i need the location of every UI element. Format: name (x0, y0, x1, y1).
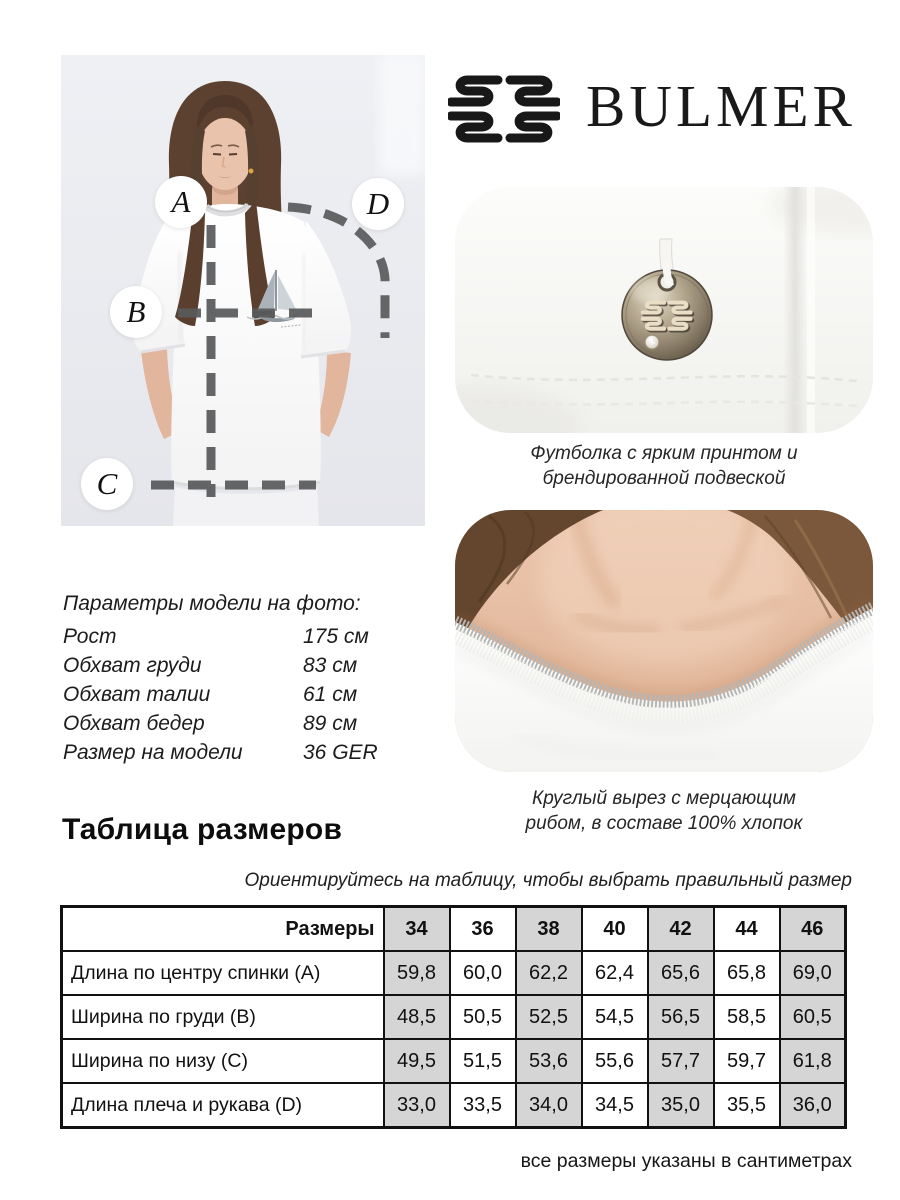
neckline-photo (455, 510, 873, 772)
row-label-cell: Ширина по низу (C) (62, 1039, 384, 1083)
size-value-cell: 36,0 (780, 1083, 846, 1128)
size-value-cell: 59,7 (714, 1039, 780, 1083)
size-value-cell: 34,0 (516, 1083, 582, 1128)
row-label-cell: Длина по центру спинки (A) (62, 951, 384, 995)
size-value-cell: 69,0 (780, 951, 846, 995)
size-header-cell: 38 (516, 907, 582, 952)
param-label: Рост (63, 625, 117, 648)
size-header-cell: 40 (582, 907, 648, 952)
param-value: 89 см (303, 712, 358, 735)
model-params-rows (63, 622, 408, 767)
size-value-cell: 50,5 (450, 995, 516, 1039)
size-value-cell: 54,5 (582, 995, 648, 1039)
size-header-cell: 34 (384, 907, 450, 952)
param-value: 175 см (303, 625, 369, 648)
size-value-cell: 33,0 (384, 1083, 450, 1128)
size-value-cell: 65,8 (714, 951, 780, 995)
size-value-cell: 60,0 (450, 951, 516, 995)
brand-name: BULMER (586, 73, 856, 139)
size-value-cell: 57,7 (648, 1039, 714, 1083)
neckline-caption-line2: рибом, в составе 100% хлопок (525, 813, 803, 834)
model-param-row (63, 738, 408, 767)
size-value-cell: 52,5 (516, 995, 582, 1039)
neckline-caption (455, 786, 873, 836)
param-value: 61 см (303, 683, 358, 706)
model-params (63, 589, 408, 767)
param-label: Обхват бедер (63, 712, 205, 735)
measure-label-c: C (81, 458, 133, 510)
size-table-row (62, 995, 846, 1039)
size-value-cell: 34,5 (582, 1083, 648, 1128)
model-param-row (63, 680, 408, 709)
measure-label-d: D (352, 178, 404, 230)
size-header-cell: 36 (450, 907, 516, 952)
size-header-cell: 46 (780, 907, 846, 952)
pendant-caption-line1: Футболка с ярким принтом и (530, 443, 798, 464)
size-table-row (62, 1039, 846, 1083)
size-value-cell: 65,6 (648, 951, 714, 995)
size-table-row (62, 1083, 846, 1128)
size-table-subtitle: Ориентируйтесь на таблицу, чтобы выбрать правильный размер (244, 870, 852, 891)
neckline-illustration (455, 510, 873, 772)
size-value-cell: 62,2 (516, 951, 582, 995)
model-illustration (61, 55, 425, 526)
param-label: Обхват талии (63, 683, 211, 706)
model-param-row (63, 709, 408, 738)
size-header-cell: 44 (714, 907, 780, 952)
pendant-photo (455, 187, 873, 433)
size-value-cell: 56,5 (648, 995, 714, 1039)
size-value-cell: 53,6 (516, 1039, 582, 1083)
size-table-title: Таблица размеров (62, 813, 343, 846)
size-value-cell: 61,8 (780, 1039, 846, 1083)
size-value-cell: 48,5 (384, 995, 450, 1039)
row-label-cell: Ширина по груди (B) (62, 995, 384, 1039)
table-footnote: все размеры указаны в сантиметрах (520, 1150, 852, 1172)
size-header-cell: 42 (648, 907, 714, 952)
row-label-cell: Длина плеча и рукава (D) (62, 1083, 384, 1128)
brand-monogram-icon (448, 72, 560, 146)
size-value-cell: 49,5 (384, 1039, 450, 1083)
param-label: Обхват груди (63, 654, 202, 677)
size-table-row (62, 951, 846, 995)
size-value-cell: 58,5 (714, 995, 780, 1039)
pendant-illustration (455, 187, 873, 433)
model-photo (61, 55, 425, 526)
size-value-cell: 60,5 (780, 995, 846, 1039)
pendant-caption-line2: брендированной подвеской (542, 468, 786, 489)
size-value-cell: 35,5 (714, 1083, 780, 1128)
pendant-caption (455, 441, 873, 491)
param-value: 83 см (303, 654, 358, 677)
size-value-cell: 59,8 (384, 951, 450, 995)
param-value: 36 GER (303, 741, 378, 764)
model-params-title: Параметры модели на фото: (63, 592, 361, 615)
model-param-row (63, 651, 408, 680)
measure-label-b: B (110, 286, 162, 338)
param-label: Размер на модели (63, 741, 243, 764)
size-value-cell: 33,5 (450, 1083, 516, 1128)
size-value-cell: 55,6 (582, 1039, 648, 1083)
size-value-cell: 35,0 (648, 1083, 714, 1128)
measure-label-a: A (155, 176, 207, 228)
size-value-cell: 51,5 (450, 1039, 516, 1083)
size-table-header-label: Размеры (62, 907, 384, 952)
model-param-row (63, 622, 408, 651)
neckline-caption-line1: Круглый вырез с мерцающим (532, 788, 796, 809)
size-table (60, 905, 847, 1129)
size-value-cell: 62,4 (582, 951, 648, 995)
